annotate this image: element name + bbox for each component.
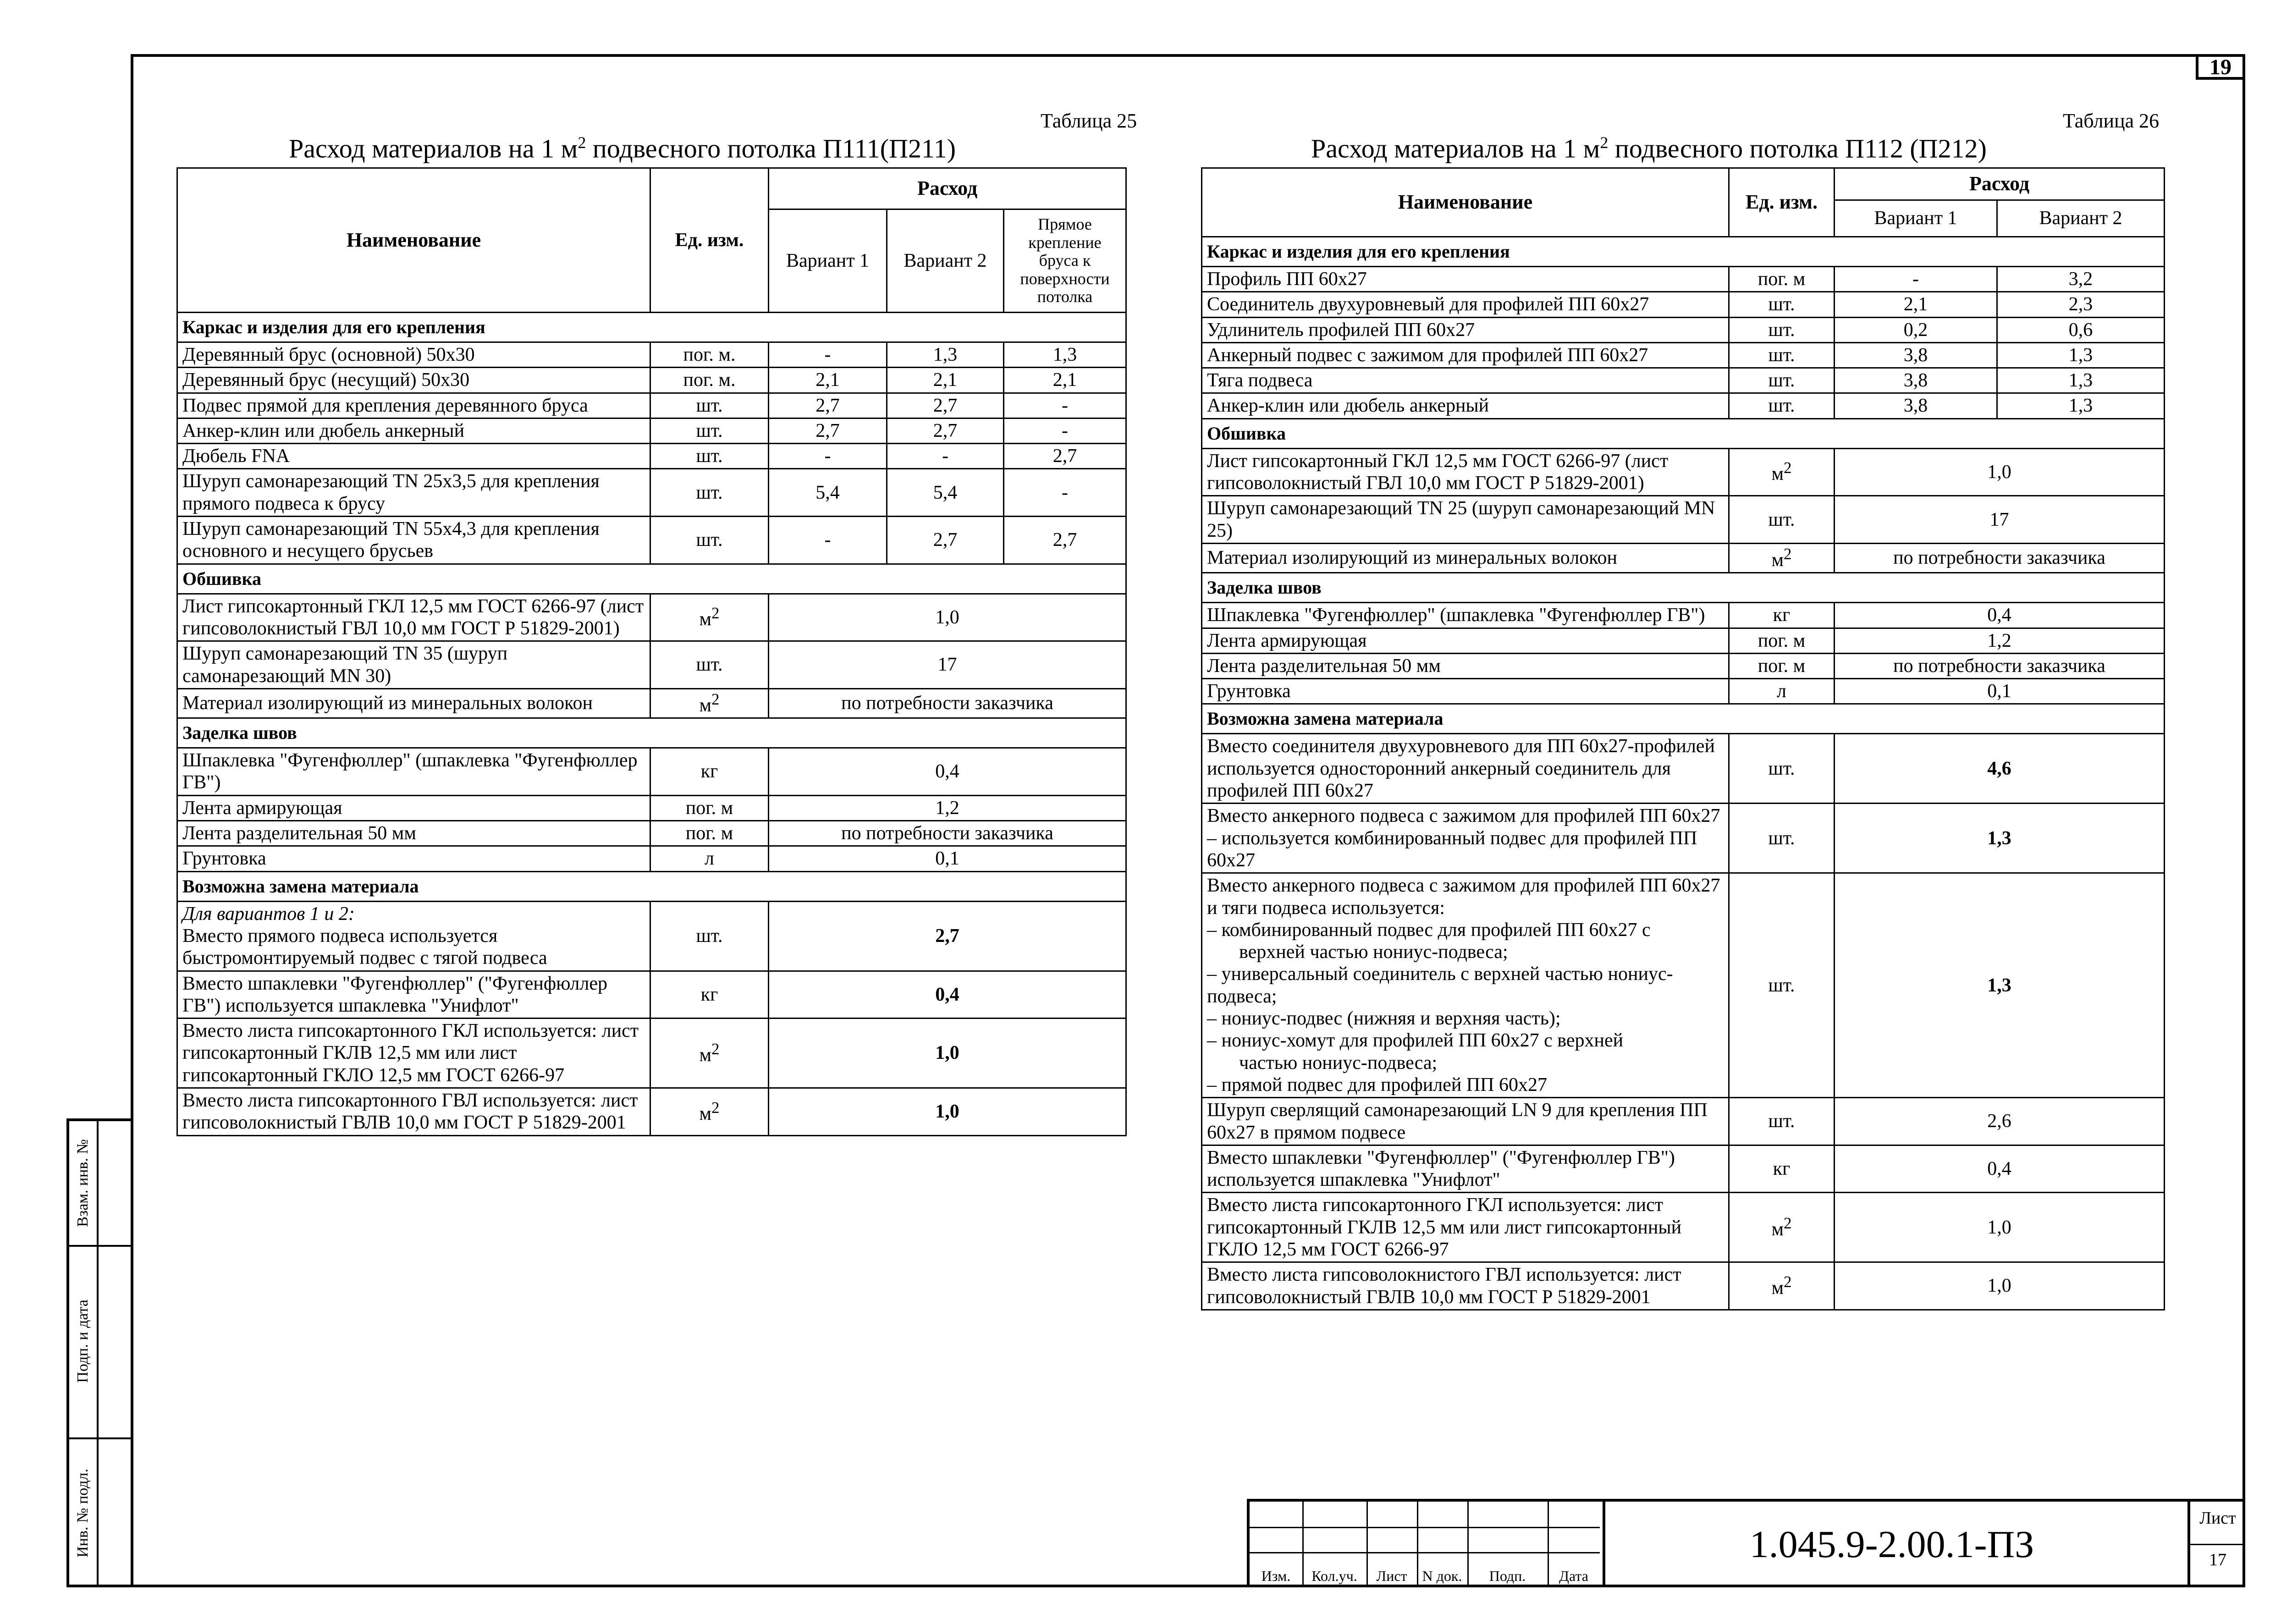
unit-cell: шт. xyxy=(1729,342,1835,368)
item-name: Лента армирующая xyxy=(1202,628,1729,653)
italic-note: Для вариантов 1 и 2: xyxy=(182,903,355,925)
item-line: Вместо анкерного подвеса с зажимом для профилей ПП 60х27 и тяги подвеса используется: xyxy=(1207,875,1720,919)
value-merged: по потребности заказчика xyxy=(769,821,1126,846)
section-row xyxy=(1202,237,2165,267)
section-row xyxy=(177,564,1126,594)
unit-cell: шт. xyxy=(1729,393,1835,418)
unit-text: м xyxy=(699,1044,712,1066)
value-merged: 2,7 xyxy=(769,901,1126,971)
unit-cell: шт. xyxy=(650,469,769,517)
item-name: Анкер-клин или дюбель анкерный xyxy=(1202,393,1729,418)
unit-cell: л xyxy=(650,846,769,871)
col-header-var1: Вариант 1 xyxy=(769,209,887,313)
item-name: Тяга подвеса xyxy=(1202,368,1729,393)
value-merged: 1,0 xyxy=(1835,1193,2165,1262)
unit-cell: кг xyxy=(1729,603,1835,628)
value-var2: 2,3 xyxy=(1997,292,2165,317)
item-text: Вместо прямого подвеса используется быстромонтируемый подвес с тягой подвеса xyxy=(182,925,547,969)
table-row xyxy=(1202,448,2165,496)
value-var2: 3,2 xyxy=(1997,267,2165,292)
unit-superscript: 2 xyxy=(711,604,720,622)
unit-text: шт. xyxy=(1768,509,1795,530)
item-name: Шпаклевка "Фугенфюллер" (шпаклевка "Фугенфюллер ГВ") xyxy=(177,748,650,796)
value-merged: 0,1 xyxy=(769,846,1126,871)
unit-cell xyxy=(650,688,769,718)
item-name: Материал изолирующий из минеральных волокон xyxy=(1202,543,1729,573)
value-var2: 2,7 xyxy=(887,393,1004,418)
unit-cell xyxy=(1729,496,1835,544)
value-var1: - xyxy=(769,517,887,564)
value-merged: 1,0 xyxy=(769,1018,1126,1088)
unit-superscript: 2 xyxy=(1784,459,1792,477)
table-row xyxy=(1202,368,2165,393)
value-merged: 1,0 xyxy=(1835,448,2165,496)
table-row xyxy=(1202,873,2165,1098)
col-header-var2: Вариант 2 xyxy=(1997,200,2165,237)
unit-cell: шт. xyxy=(650,418,769,443)
item-text: Вместо листа гипсокартонного ГКЛ используется: лист гипсокартонный ГКЛВ 12,5 мм или лист гипсокартонный ГКЛО 12,5 мм ГОСТ 6266-97 xyxy=(1207,1195,1682,1260)
item-name: Шуруп самонарезающий TN 25 (шуруп самонарезающий MN 25) xyxy=(1202,496,1729,544)
section-row xyxy=(177,313,1126,342)
table-row xyxy=(1202,317,2165,342)
item-name: Шуруп самонарезающий TN 35 (шуруп самонарезающий MN 30) xyxy=(177,641,650,689)
table-25-number: Таблица 25 xyxy=(1041,110,1137,132)
item-text: Вместо листа гипсокартонного ГКЛ используется: лист гипсокартонный ГКЛВ 12,5 мм или лист гипсокартонный ГКЛО 12,5 мм ГОСТ 6266-97 xyxy=(182,1020,639,1086)
unit-cell: шт. xyxy=(650,393,769,418)
revision-grid xyxy=(1250,1502,1600,1587)
item-name: Шпаклевка "Фугенфюллер" (шпаклевка "Фугенфюллер ГВ") xyxy=(1202,603,1729,628)
item-name xyxy=(177,1018,650,1088)
value-var1: 5,4 xyxy=(769,469,887,517)
stamp-label: N док. xyxy=(1422,1568,1462,1584)
unit-text: шт. xyxy=(1768,974,1795,996)
unit-cell xyxy=(1729,1193,1835,1262)
unit-superscript: 2 xyxy=(711,1040,720,1058)
item-line: – нониус-подвес (нижняя и верхняя часть); xyxy=(1207,1008,1561,1029)
table-row xyxy=(1202,1262,2165,1310)
unit-text: м xyxy=(699,1103,712,1124)
unit-text: шт. xyxy=(1768,758,1795,779)
item-text: Вместо анкерного подвеса с зажимом для профилей ПП 60х27 – используется комбинированный подвес для профилей ПП 60х27 xyxy=(1207,805,1720,871)
unit-cell: шт. xyxy=(650,444,769,469)
value-var2: 5,4 xyxy=(887,469,1004,517)
unit-superscript: 2 xyxy=(1784,1214,1792,1233)
item-name: Дюбель FNA xyxy=(177,444,650,469)
table-row xyxy=(177,368,1126,393)
section-heading: Возможна замена материала xyxy=(177,871,1126,901)
table-26-title: Расход материалов на 1 $м^2$ подвесного потолка П112 (П212) xyxy=(1311,133,1987,164)
value-merged: 0,4 xyxy=(1835,603,2165,628)
stamp-label: Кол.уч. xyxy=(1311,1568,1357,1584)
stamp-label: Подп. xyxy=(1489,1568,1526,1584)
value-var1: 2,1 xyxy=(1835,292,1997,317)
stamp-label: Дата xyxy=(1559,1568,1588,1584)
col-header-name: Наименование xyxy=(1202,168,1729,237)
col-header-name: Наименование xyxy=(177,168,650,313)
section-heading: Заделка швов xyxy=(177,718,1126,748)
stamp-label: Лист xyxy=(1376,1568,1407,1584)
item-name xyxy=(1202,1262,1729,1310)
value-merged: по потребности заказчика xyxy=(769,688,1126,718)
section-row xyxy=(1202,418,2165,448)
item-name xyxy=(177,971,650,1018)
item-name xyxy=(1202,1145,1729,1193)
unit-text: шт. xyxy=(1768,1111,1795,1132)
table-row xyxy=(1202,679,2165,704)
col-header-consumption: Расход xyxy=(769,168,1126,209)
value-var1: 3,8 xyxy=(1835,368,1997,393)
unit-cell: шт. xyxy=(650,517,769,564)
item-name xyxy=(177,901,650,971)
value-direct: - xyxy=(1004,393,1126,418)
item-text: Шуруп сверлящий самонарезающий LN 9 для крепления ПП 60х27 в прямом подвесе xyxy=(1207,1100,1708,1143)
table-row xyxy=(1202,603,2165,628)
item-name xyxy=(1202,1098,1729,1145)
value-merged: 0,4 xyxy=(769,971,1126,1018)
table-row xyxy=(1202,393,2165,418)
section-heading: Заделка швов xyxy=(1202,573,2165,603)
item-text: Вместо соединителя двухуровневого для ПП 60х27-профилей используется односторонний анкерный соединитель для профилей ПП 60х27 xyxy=(1207,736,1715,802)
section-heading: Обшивка xyxy=(1202,418,2165,448)
table-row xyxy=(177,1018,1126,1088)
item-name xyxy=(1202,734,1729,804)
unit-text: м xyxy=(1771,463,1784,485)
table-row xyxy=(177,795,1126,820)
value-var1: 0,2 xyxy=(1835,317,1997,342)
value-merged: 0,1 xyxy=(1835,679,2165,704)
section-heading: Каркас и изделия для его крепления xyxy=(177,313,1126,342)
value-merged: 17 xyxy=(769,641,1126,689)
unit-cell xyxy=(1729,1262,1835,1310)
unit-cell xyxy=(1729,734,1835,804)
unit-cell xyxy=(1729,804,1835,873)
item-name: Подвес прямой для крепления деревянного бруса xyxy=(177,393,650,418)
table-row xyxy=(177,469,1126,517)
value-var2: 1,3 xyxy=(887,342,1004,368)
unit-cell xyxy=(650,971,769,1018)
value-var1: - xyxy=(769,444,887,469)
item-name: Грунтовка xyxy=(177,846,650,871)
table-row xyxy=(1202,1193,2165,1262)
value-merged: по потребности заказчика xyxy=(1835,543,2165,573)
table-row xyxy=(177,846,1126,871)
section-row xyxy=(1202,704,2165,734)
unit-superscript: 2 xyxy=(711,1098,720,1117)
item-name: Материал изолирующий из минеральных волокон xyxy=(177,688,650,718)
unit-text: м xyxy=(699,609,712,630)
unit-text: шт. xyxy=(696,925,723,947)
unit-cell: пог. м xyxy=(650,821,769,846)
unit-cell xyxy=(650,594,769,641)
unit-cell: пог. м. xyxy=(650,342,769,368)
unit-cell: пог. м xyxy=(1729,628,1835,653)
unit-cell xyxy=(1729,448,1835,496)
value-merged: 0,4 xyxy=(1835,1145,2165,1193)
value-merged: 2,6 xyxy=(1835,1098,2165,1145)
value-merged: 17 xyxy=(1835,496,2165,544)
item-line: частью нониус-подвеса; xyxy=(1239,1052,1438,1073)
sheet-label: Лист xyxy=(2199,1508,2236,1528)
sheet-box xyxy=(2187,1502,2245,1587)
table-row xyxy=(177,748,1126,796)
value-direct: 2,7 xyxy=(1004,517,1126,564)
table-row xyxy=(177,641,1126,689)
item-name xyxy=(1202,873,1729,1098)
section-heading: Обшивка xyxy=(177,564,1126,594)
value-direct: - xyxy=(1004,469,1126,517)
value-var1: 2,7 xyxy=(769,393,887,418)
value-var1: 2,1 xyxy=(769,368,887,393)
stamp-label: Изм. xyxy=(1261,1568,1291,1584)
table-row xyxy=(177,517,1126,564)
item-line: – нониус-хомут для профилей ПП 60х27 с верхней xyxy=(1207,1030,1624,1051)
item-name: Шуруп самонарезающий TN 25х3,5 для крепления прямого подвеса к брусу xyxy=(177,469,650,517)
unit-text: шт. xyxy=(696,654,723,676)
table-row xyxy=(1202,628,2165,653)
unit-cell: л xyxy=(1729,679,1835,704)
value-var2: 1,3 xyxy=(1997,393,2165,418)
section-heading: Возможна замена материала xyxy=(1202,704,2165,734)
item-name: Шуруп самонарезающий TN 55х4,3 для крепления основного и несущего брусьев xyxy=(177,517,650,564)
value-direct: 1,3 xyxy=(1004,342,1126,368)
side-label-podp: Подп. и дата xyxy=(74,1299,92,1383)
unit-text: м xyxy=(1771,1277,1784,1299)
table-row xyxy=(177,971,1126,1018)
value-merged: 1,0 xyxy=(769,594,1126,641)
table-row xyxy=(1202,292,2165,317)
unit-superscript: 2 xyxy=(1784,1272,1792,1291)
table-row xyxy=(177,418,1126,443)
value-var2: 2,1 xyxy=(887,368,1004,393)
unit-cell: пог. м xyxy=(1729,267,1835,292)
unit-cell: шт. xyxy=(1729,292,1835,317)
item-name xyxy=(177,1088,650,1136)
table-row xyxy=(177,342,1126,368)
value-merged: по потребности заказчика xyxy=(1835,653,2165,678)
unit-cell xyxy=(1729,543,1835,573)
unit-superscript: 2 xyxy=(1784,545,1792,563)
value-var2: 0,6 xyxy=(1997,317,2165,342)
item-name: Соединитель двухуровневый для профилей ПП 60х27 xyxy=(1202,292,1729,317)
side-label-vzam: Взам. инв. № xyxy=(74,1139,92,1227)
item-name: Лента разделительная 50 мм xyxy=(177,821,650,846)
item-name: Анкерный подвес с зажимом для профилей ПП 60х27 xyxy=(1202,342,1729,368)
value-merged: 1,2 xyxy=(1835,628,2165,653)
table-row xyxy=(1202,496,2165,544)
section-row xyxy=(177,871,1126,901)
side-label-inv: Инв. № подл. xyxy=(74,1469,92,1558)
unit-cell: шт. xyxy=(1729,317,1835,342)
item-name: Лист гипсокартонный ГКЛ 12,5 мм ГОСТ 6266-97 (лист гипсоволокнистый ГВЛ 10,0 мм ГОСТ Р 51829-2001) xyxy=(1202,448,1729,496)
unit-cell xyxy=(1729,873,1835,1098)
unit-cell: пог. м xyxy=(1729,653,1835,678)
unit-text: м xyxy=(1771,1219,1784,1240)
item-name xyxy=(1202,804,1729,873)
table-row xyxy=(1202,1098,2165,1145)
table-25-title: Расход материалов на 1 $м^2$ подвесного потолка П111(П211) xyxy=(289,133,956,164)
unit-text: кг xyxy=(1773,1158,1791,1179)
value-var1: - xyxy=(769,342,887,368)
col-header-direct: Прямое крепление бруса к поверхности потолка xyxy=(1004,209,1126,313)
item-name xyxy=(1202,1193,1729,1262)
item-name: Лист гипсокартонный ГКЛ 12,5 мм ГОСТ 6266-97 (лист гипсоволокнистый ГВЛ 10,0 мм ГОСТ Р 51829-2001) xyxy=(177,594,650,641)
value-var2: 1,3 xyxy=(1997,368,2165,393)
value-merged: 1,3 xyxy=(1835,873,2165,1098)
item-name: Деревянный брус (основной) 50х30 xyxy=(177,342,650,368)
item-name: Анкер-клин или дюбель анкерный xyxy=(177,418,650,443)
value-merged: 1,0 xyxy=(1835,1262,2165,1310)
table-row xyxy=(177,444,1126,469)
unit-cell: шт. xyxy=(1729,368,1835,393)
side-stamp xyxy=(66,1118,131,1587)
value-var1: 3,8 xyxy=(1835,393,1997,418)
unit-cell xyxy=(650,1018,769,1088)
value-merged: 0,4 xyxy=(769,748,1126,796)
item-text: Вместо шпаклевки "Фугенфюллер" ("Фугенфюллер ГВ") используется шпаклевка "Унифлот" xyxy=(182,973,607,1016)
value-var1: - xyxy=(1835,267,1997,292)
value-merged: 4,6 xyxy=(1835,734,2165,804)
title-block xyxy=(1247,1499,2245,1587)
value-var1: 3,8 xyxy=(1835,342,1997,368)
unit-cell xyxy=(650,1088,769,1136)
table-row xyxy=(1202,543,2165,573)
table-row xyxy=(177,393,1126,418)
unit-text: кг xyxy=(700,984,718,1005)
table-row xyxy=(177,901,1126,971)
table-row xyxy=(1202,267,2165,292)
unit-superscript: 2 xyxy=(711,690,720,708)
unit-cell xyxy=(650,901,769,971)
value-direct: 2,1 xyxy=(1004,368,1126,393)
value-var2: 2,7 xyxy=(887,517,1004,564)
unit-text: м xyxy=(699,694,712,716)
col-header-unit: Ед. изм. xyxy=(1729,168,1835,237)
unit-cell xyxy=(1729,1145,1835,1193)
unit-cell: кг xyxy=(650,748,769,796)
col-header-unit: Ед. изм. xyxy=(650,168,769,313)
table-26 xyxy=(1201,167,2165,1310)
item-name: Профиль ПП 60х27 xyxy=(1202,267,1729,292)
item-name: Грунтовка xyxy=(1202,679,1729,704)
col-header-var2: Вариант 2 xyxy=(887,209,1004,313)
section-row xyxy=(177,718,1126,748)
section-heading: Каркас и изделия для его крепления xyxy=(1202,237,2165,267)
item-line: верхней частью нониус-подвеса; xyxy=(1239,941,1508,963)
value-merged: 1,2 xyxy=(769,795,1126,820)
table-row xyxy=(177,821,1126,846)
value-direct: - xyxy=(1004,418,1126,443)
value-var2: 2,7 xyxy=(887,418,1004,443)
table-row xyxy=(1202,734,2165,804)
value-merged: 1,3 xyxy=(1835,804,2165,873)
table-row xyxy=(1202,804,2165,873)
unit-cell xyxy=(1729,1098,1835,1145)
table-row xyxy=(177,688,1126,718)
value-merged: 1,0 xyxy=(769,1088,1126,1136)
col-header-consumption: Расход xyxy=(1835,168,2165,200)
unit-text: м xyxy=(1771,549,1784,571)
item-name: Лента разделительная 50 мм xyxy=(1202,653,1729,678)
value-var1: 2,7 xyxy=(769,418,887,443)
item-text: Вместо шпаклевки "Фугенфюллер" ("Фугенфюллер ГВ") используется шпаклевка "Унифлот" xyxy=(1207,1147,1675,1191)
unit-text: шт. xyxy=(1768,827,1795,849)
table-row xyxy=(1202,1145,2165,1193)
item-line: – прямой подвес для профилей ПП 60х27 xyxy=(1207,1074,1547,1096)
unit-cell: пог. м. xyxy=(650,368,769,393)
item-name: Деревянный брус (несущий) 50х30 xyxy=(177,368,650,393)
value-var2: - xyxy=(887,444,1004,469)
col-header-var1: Вариант 1 xyxy=(1835,200,1997,237)
page-number: 19 xyxy=(2196,54,2245,80)
item-name: Лента армирующая xyxy=(177,795,650,820)
value-var2: 1,3 xyxy=(1997,342,2165,368)
table-25 xyxy=(176,167,1127,1136)
table-row xyxy=(1202,342,2165,368)
document-code: 1.045.9-2.00.1-ПЗ xyxy=(1603,1502,2178,1587)
section-row xyxy=(1202,573,2165,603)
item-name: Удлинитель профилей ПП 60х27 xyxy=(1202,317,1729,342)
table-row xyxy=(177,594,1126,641)
value-direct: 2,7 xyxy=(1004,444,1126,469)
item-text: Вместо листа гипсоволокнистого ГВЛ используется: лист гипсоволокнистый ГВЛВ 10,0 мм ГОСТ Р 51829-2001 xyxy=(1207,1264,1681,1308)
table-row xyxy=(1202,653,2165,678)
sheet-value: 17 xyxy=(2190,1544,2245,1570)
item-text: Вместо листа гипсокартонного ГВЛ используется: лист гипсоволокнистый ГВЛВ 10,0 мм ГОСТ Р 51829-2001 xyxy=(182,1090,638,1134)
unit-cell: пог. м xyxy=(650,795,769,820)
table-row xyxy=(177,1088,1126,1136)
item-line: – универсальный соединитель с верхней частью нониус-подвеса; xyxy=(1207,963,1673,1007)
item-line: – комбинированный подвес для профилей ПП 60х27 с xyxy=(1207,919,1651,941)
table-26-number: Таблица 26 xyxy=(2063,110,2160,132)
unit-cell xyxy=(650,641,769,689)
